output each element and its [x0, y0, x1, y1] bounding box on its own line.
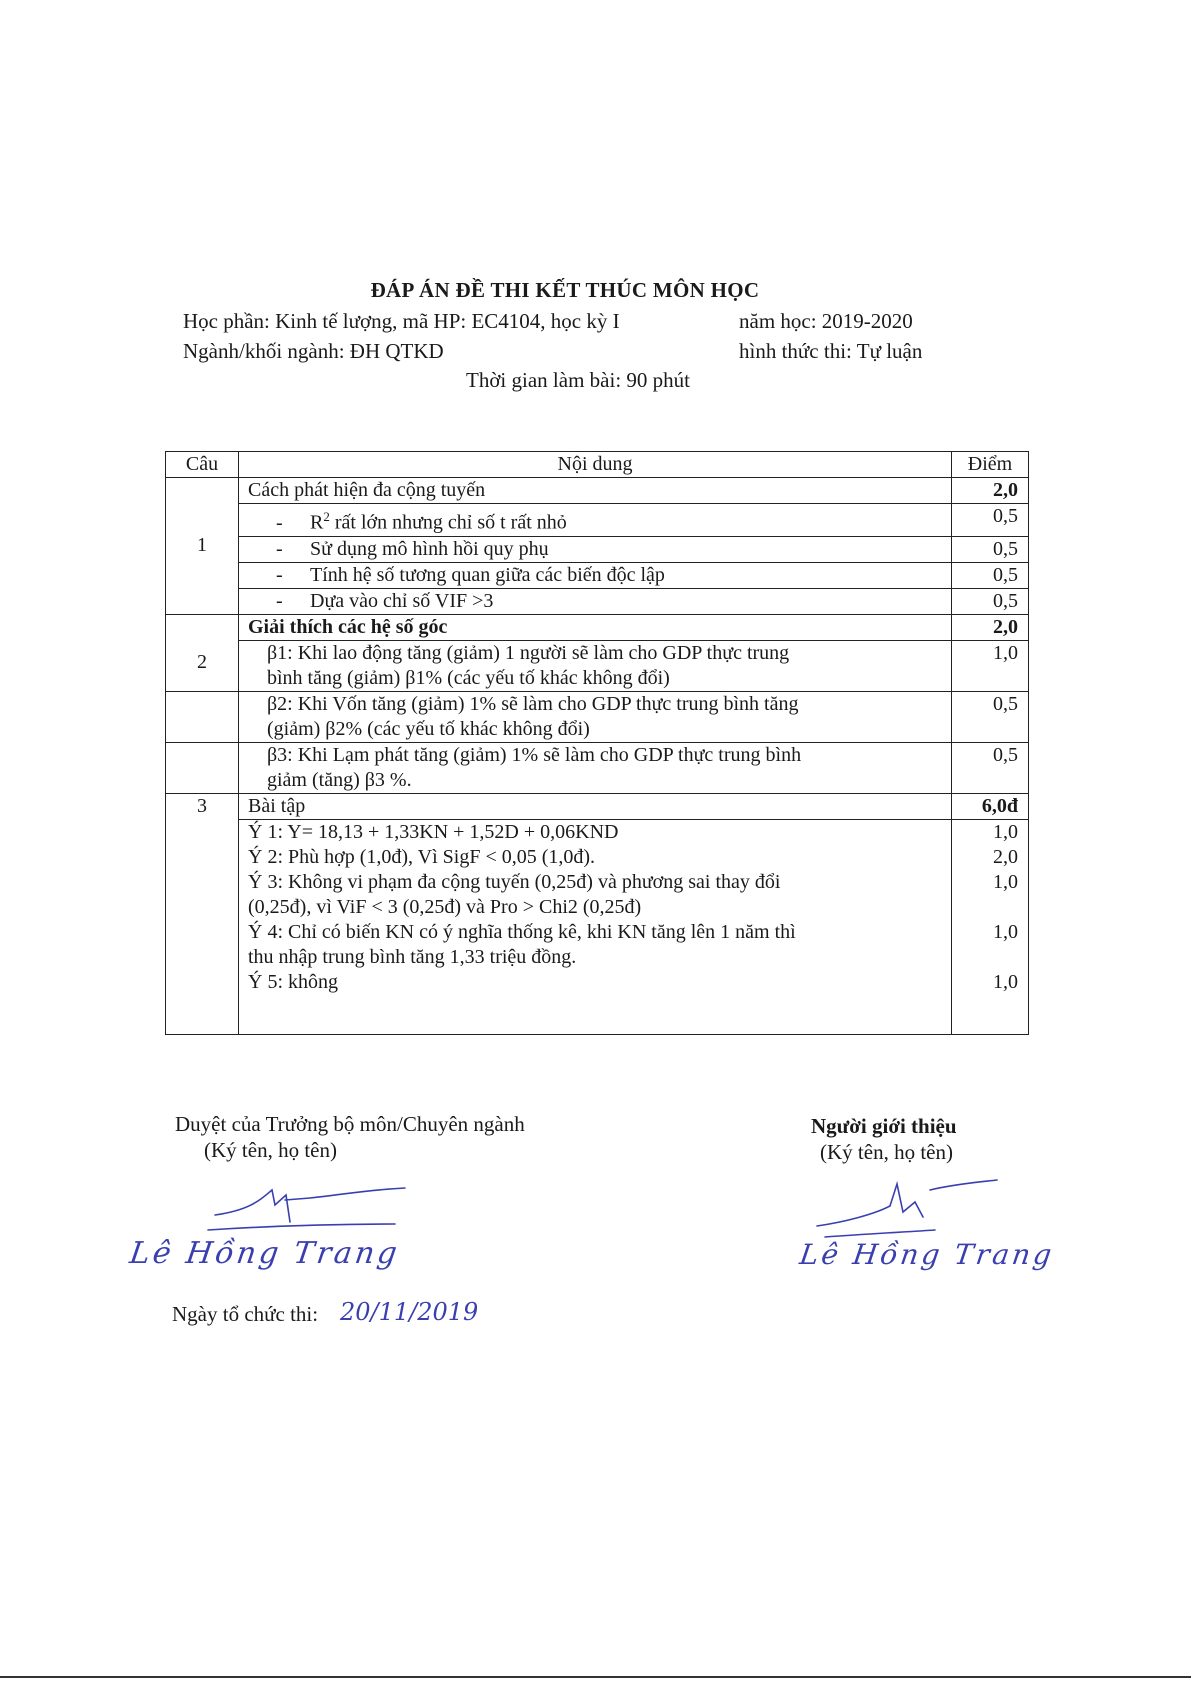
q3-y2: Ý 2: Phù hợp (1,0đ), Vì SigF < 0,05 (1,0đ). [248, 845, 596, 868]
q2-number: 2 [166, 614, 239, 691]
q3-score-4: 1,0 [993, 920, 1018, 943]
right-approval-title: Người giới thiệu [811, 1114, 957, 1138]
exam-title: ĐÁP ÁN ĐỀ THI KẾT THÚC MÔN HỌC [370, 278, 760, 302]
q3-y3-line2: (0,25đ), vì ViF < 3 (0,25đ) và Pro > Chi2 (0,25đ) [248, 895, 642, 918]
q3-score-2: 2,0 [993, 845, 1018, 868]
left-signature-name: Lê Hồng Trang [127, 1236, 403, 1271]
q3-score-1: 1,0 [993, 820, 1018, 843]
left-approval-title: Duyệt của Trưởng bộ môn/Chuyên ngành [175, 1112, 525, 1136]
table-row [166, 742, 1029, 793]
header-diem: Điểm [952, 452, 1029, 478]
answer-table [165, 451, 1029, 1035]
q3-heading-score: 6,0đ [952, 793, 1029, 819]
exam-form-line: hình thức thi: Tự luận [739, 339, 923, 363]
q1-item-2-score: 0,5 [952, 536, 1029, 562]
q3-y5: Ý 5: không [248, 970, 338, 993]
q2-heading-score: 2,0 [952, 614, 1029, 640]
exam-date-label: Ngày tổ chức thi: [172, 1302, 319, 1326]
left-approval-sub: (Ký tên, họ tên) [204, 1138, 337, 1162]
q1-item-1-score: 0,5 [952, 504, 1029, 537]
table-row [166, 819, 1029, 1034]
r-symbol: R [310, 511, 324, 534]
q2-beta3-score: 0,5 [952, 742, 1029, 793]
q1-item-3-text: Tính hệ số tương quan giữa các biến độc lập [310, 563, 665, 586]
q2-beta2 [239, 691, 952, 742]
q1-item-4 [239, 588, 952, 614]
q2-beta2-line1: β2: Khi Vốn tăng (giảm) 1% sẽ làm cho GDP thực trung bình tăng [267, 692, 799, 715]
q3-content [239, 819, 952, 1034]
q1-item-3-score: 0,5 [952, 562, 1029, 588]
q1-item-1 [239, 504, 952, 537]
q1-heading-score: 2,0 [952, 478, 1029, 504]
table-header-row [166, 452, 1029, 478]
q2-beta3-line2: giảm (tăng) β3 %. [267, 768, 412, 791]
header-noidung: Nội dung [239, 452, 952, 478]
q1-item-2-text: Sử dụng mô hình hồi quy phụ [310, 537, 549, 560]
q2-beta1-line2: bình tăng (giảm) β1% (các yếu tố khác không đổi) [267, 666, 670, 689]
right-approval-sub: (Ký tên, họ tên) [820, 1140, 953, 1164]
q2-empty-cell [166, 691, 239, 742]
right-signature-name: Lê Hồng Trang [797, 1238, 1057, 1271]
scan-edge-line [0, 1676, 1191, 1678]
q1-heading-row [166, 478, 1029, 504]
dash: - [276, 511, 283, 534]
q2-beta3 [239, 742, 952, 793]
table-row [166, 691, 1029, 742]
table-row [166, 504, 1029, 537]
q1-item-2 [239, 536, 952, 562]
dash: - [276, 563, 283, 586]
table-row [166, 640, 1029, 691]
q2-heading-row [166, 614, 1029, 640]
q2-beta1-line1: β1: Khi lao động tăng (giảm) 1 người sẽ làm cho GDP thực trung [267, 641, 790, 664]
dash: - [276, 589, 283, 612]
q2-beta1-score: 1,0 [952, 640, 1029, 691]
duration-line: Thời gian làm bài: 90 phút [466, 368, 690, 392]
table-row [166, 536, 1029, 562]
q3-y4-line1: Ý 4: Chỉ có biến KN có ý nghĩa thống kê, khi KN tăng lên 1 năm thì [248, 920, 796, 943]
q3-number: 3 [166, 793, 239, 1034]
q3-scores [952, 819, 1029, 1034]
q2-beta2-score: 0,5 [952, 691, 1029, 742]
table-row [166, 588, 1029, 614]
q1-item-4-text: Dựa vào chỉ số VIF >3 [310, 589, 494, 612]
q1-heading: Cách phát hiện đa cộng tuyến [239, 478, 952, 504]
q1-item-1-text: rất lớn nhưng chỉ số t rất nhỏ [329, 511, 567, 534]
q3-score-5: 1,0 [993, 970, 1018, 993]
q3-y4-line2: thu nhập trung bình tăng 1,33 triệu đồng. [248, 945, 577, 968]
q1-number: 1 [166, 478, 239, 615]
q1-item-4-score: 0,5 [952, 588, 1029, 614]
q3-heading: Bài tập [239, 793, 952, 819]
q2-beta1 [239, 640, 952, 691]
q2-beta3-line1: β3: Khi Lạm phát tăng (giảm) 1% sẽ làm cho GDP thực trung bình [267, 743, 802, 766]
q2-beta2-line2: (giảm) β2% (các yếu tố khác không đổi) [267, 717, 590, 740]
q2-empty-cell [166, 742, 239, 793]
q3-y3-line1: Ý 3: Không vi phạm đa cộng tuyến (0,25đ) và phương sai thay đổi [248, 870, 781, 893]
major-line: Ngành/khối ngành: ĐH QTKD [183, 339, 444, 363]
q1-item-3 [239, 562, 952, 588]
course-line: Học phần: Kinh tế lượng, mã HP: EC4104, học kỳ I [183, 309, 620, 333]
table-row [166, 562, 1029, 588]
superscript: 2 [323, 509, 330, 524]
q2-heading: Giải thích các hệ số góc [239, 614, 952, 640]
header-cau: Câu [166, 452, 239, 478]
dash: - [276, 537, 283, 560]
year-line: năm học: 2019-2020 [739, 309, 913, 333]
q3-heading-row [166, 793, 1029, 819]
q3-score-3: 1,0 [993, 870, 1018, 893]
q3-y1: Ý 1: Y= 18,13 + 1,33KN + 1,52D + 0,06KND [248, 820, 619, 843]
exam-date-value: 20/11/2019 [340, 1298, 479, 1326]
